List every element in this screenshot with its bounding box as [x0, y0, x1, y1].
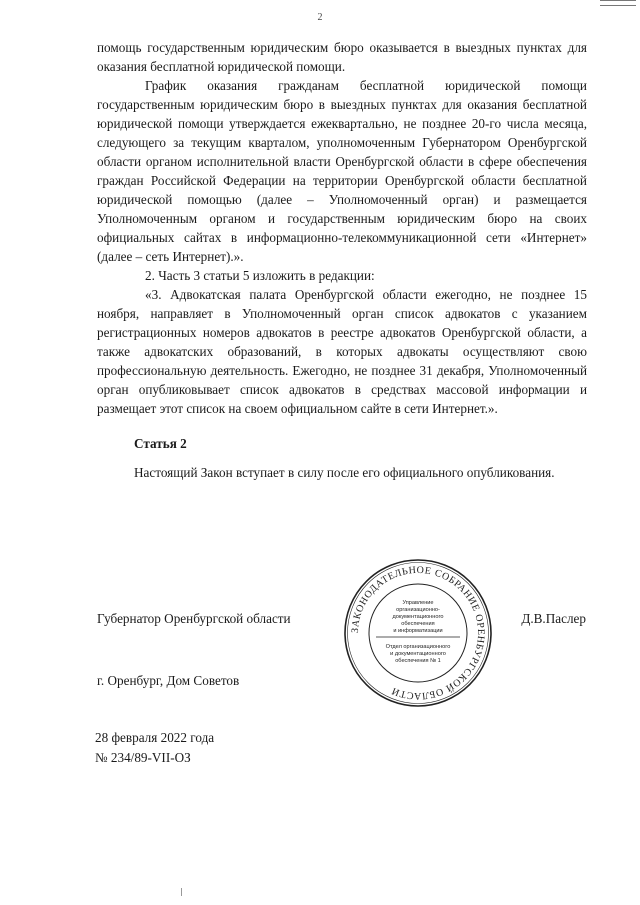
law-number: № 234/89-VII-ОЗ: [95, 750, 191, 765]
governor-title: Губернатор Оренбургской области: [97, 611, 291, 626]
signing-date: 28 февраля 2022 года: [95, 730, 215, 745]
paragraph-amendment: 2. Часть 3 статьи 5 изложить в редакции:: [145, 268, 375, 283]
article-heading: Статья 2: [134, 436, 187, 451]
seal-inner-line: документационного: [392, 614, 444, 620]
page-number: 2: [317, 12, 323, 23]
seal-bottom-line: обеспечения № 1: [395, 658, 441, 664]
seal-inner-line: организационно-: [396, 607, 440, 613]
scan-bottom-mark: [181, 888, 182, 896]
official-seal: [343, 558, 493, 708]
seal-inner-line: Управление: [402, 600, 434, 606]
paragraph-schedule: График оказания гражданам бесплатной юридической помощи государственным юридическим бюро в выездных пунктах для оказания бесплатной юридической помощи утверждается ежеквартально, не позднее 20-го числа месяца, следующего за текущим кварталом, уполномоченным Губернатором Оренбургской области органом исполнительной власти Оренбургской области в сфере обеспечения граждан Российской Федерации на территории Оренбургской области бесплатной юридической помощью (далее – Уполномоченный орган) и размещается Уполномоченным органом и государственным юридическим бюро на своих официальных сайтах в информационно-телекоммуникационной сети «Интернет» (далее – сеть Интернет).».: [97, 78, 587, 264]
seal-inner-line: и информатизации: [393, 628, 443, 634]
signing-place: г. Оренбург, Дом Советов: [97, 673, 240, 688]
scan-corner-mark: [600, 0, 636, 6]
governor-name: Д.В.Паслер: [521, 611, 586, 626]
paragraph-lawyers-list: «3. Адвокатская палата Оренбургской области ежегодно, не позднее 15 ноября, направляет в Уполномоченный орган список адвокатов с указанием регистрационных номеров адвокатов в реестре адвокатов Оренбургской области, а также адвокатских образований, в которых адвокаты осуществляют свою профессиональную деятельность. Ежегодно, не позднее 31 декабря, Уполномоченный орган опубликовывает список адвокатов в средствах массовой информации и размещает этот список на своем официальном сайте в сети Интернет.».: [97, 287, 587, 416]
seal-outer-text: ЗАКОНОДАТЕЛЬНОЕ СОБРАНИЕ ОРЕНБУРГСКОЙ ОБЛАСТИ: [349, 564, 487, 702]
article-text: Настоящий Закон вступает в силу после его официального опубликования.: [134, 465, 555, 480]
seal-bottom-line: Отдел организационного: [385, 644, 451, 650]
seal-bottom-line: и документационного: [390, 651, 446, 657]
paragraph-continuation: помощь государственным юридическим бюро оказывается в выездных пунктах для оказания бесплатной юридической помощи.: [97, 40, 587, 74]
document-body: [97, 38, 587, 418]
seal-inner-line: обеспечения: [401, 621, 435, 627]
